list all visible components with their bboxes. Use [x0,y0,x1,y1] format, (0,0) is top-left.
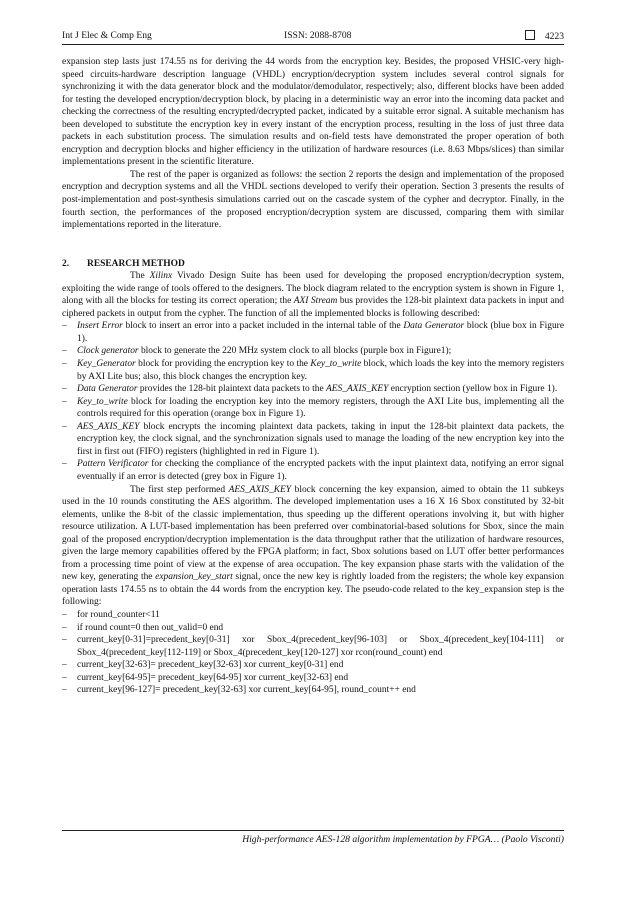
pseudo-code-line: – if round count=0 then out_valid=0 end [62,622,564,635]
page-number-area [525,30,564,42]
list-item: – Clock generator block to generate the 220 MHz system clock to all blocks (purple box in Figure1); [62,345,564,358]
paper-page [62,0,564,902]
list-item: – AES_AXIS_KEY block encrypts the incoming plaintext data packets, taking in input the 128-bit plaintext data packets, the encryption key, the clock signal, and the synchronization signals used to manage the loading of the new encryption key into the first in first out (FIFO) registers (highlighted in red in Figure 1). [62,421,564,459]
intro-paragraph-1: expansion step lasts just 174.55 ns for deriving the 44 words from the encryption key. Besides, the proposed VHSIC-very high-speed circuits-hardware description language (VHDL) encryption/decryption system includes several control signals for synchronizing it with the data generator block and the modulator/demodulator, respectively; also, different blocks have been added for testing the developed encryption/decryption block, by placing in a deterministic way an error into the incoming data packet and checking the correctness of the resulting encrypted/decrypted packet, indicated by a suitable error signal. A suitable mechanism has been developed to substitute the encryption key in every instant of the encryption process, resulting in the loss of just three data packets in each substitution process. The simulation results and on-field tests have demonstrated the proper operation of both encryption and decryption blocks and higher efficiency in the utilization of hardware resources (i.e. 8.63 Mbps/slices) than similar implementations present in the scientific literature. [62,57,564,168]
method-paragraph-2: The first step performed AES_AXIS_KEY block concerning the key expansion, aimed to obtain the 11 subkeys used in the 10 rounds constituting the AES algorithm. The developed implementation uses a 16 X 16 Sbox constituted by 32-bit elements, unlike the 8-bit of the classic implementation, thus speeding up the different operations involving it, but with higher resource utilization. A LUT-based implementation has been preferred over combinatorial-based solutions for Sbox, since the main goal of the proposed encryption/decryption implementation is the data throughput rather that the utilization of hardware resources, given the large memory capabilities offered by the FPGA platform; in fact, Sbox solutions based on LUT offer better performances from a processing time point of view at the expense of area occupation. The key expansion phase starts with the validation of the new key, generating the expansion_key_start signal, once the new key is rightly loaded from the registers; the whole key expansion operation lasts 174.55 ns to obtain the 44 words from the encryption key. The pseudo-code related to the key_expansion step is the following: [62,484,565,608]
pseudo-code-list [62,609,564,697]
pseudo-code-line: – for round_counter<11 [62,609,564,622]
checkbox-square-icon [525,30,535,40]
pseudo-code-line: – current_key[96-127]= precedent_key[32-63] xor current_key[64-95], round_count++ end [62,684,564,697]
list-item: – Pattern Verificator for checking the compliance of the encrypted packets with the input plaintext data, notifying an error signal eventually if an error is detected (grey box in Figure 1). [62,458,564,483]
page-body [62,56,564,697]
section-title: RESEARCH METHOD [87,258,185,269]
issn: ISSN: 2088-8708 [284,30,352,41]
section-number: 2. [62,258,70,269]
method-paragraph-1: The Xilinx Vivado Design Suite has been used for developing the proposed encryption/decryption system, exploiting the wide range of tools offered to the designers. The block diagram related to the encryption system is shown in Figure 1, along with all the blocks for testing its correct operation; the AXI Stream bus provides the 128-bit plaintext data packets in input and ciphered packets in output from the cypher. The function of all the implemented blocks is following described: [62,271,565,319]
journal-name: Int J Elec & Comp Eng [62,30,152,41]
list-item: – Data Generator provides the 128-bit plaintext data packets to the AES_AXIS_KEY encryption section (yellow box in Figure 1). [62,383,564,396]
section-heading [62,258,564,271]
page-header [62,28,564,45]
intro-paragraph-2: The rest of the paper is organized as follows: the section 2 reports the design and implementation of the proposed encryption and decryption systems and all the VHDL sections developed to verify their operation. Section 3 presents the results of post-implementation and post-synthesis simulations carried out on the cascade system of the cypher and decryptor. Finally, in the fourth section, the performances of the proposed encryption/decryption system are discussed, comparing them with similar implementations reported in the literature. [62,169,564,231]
list-item: – Key_Generator block for providing the encryption key to the Key_to_write block, which loads the key into the memory registers by AXI Lite bus; also, this block changes the encryption key. [62,358,564,383]
running-title: High-performance AES-128 algorithm implementation by FPGA… (Paolo Visconti) [242,834,564,845]
pseudo-code-line: – current_key[32-63]= precedent_key[32-63] xor current_key[0-31] end [62,659,564,672]
block-list [62,320,564,483]
list-item: – Key_to_write block for loading the encryption key into the memory registers, through the AXI Lite bus, implementing all the controls required for this operation (orange box in Figure 1). [62,396,564,421]
page-footer [62,830,564,845]
pseudo-code-line: – current_key[64-95]= precedent_key[64-95] xor current_key[32-63] end [62,672,564,685]
list-item: – Insert Error block to insert an error into a packet included in the internal table of the Data Generator block (blue box in Figure 1). [62,320,564,345]
page-number: 4223 [544,31,564,42]
pseudo-code-line: – current_key[0-31]=precedent_key[0-31] xor Sbox_4(precedent_key[96-103] or Sbox_4(precedent_key[104-111] or Sbox_4(precedent_key[112-119] or Sbox_4(precedent_key[120-127] xor rcon(round_count) end [62,634,564,659]
